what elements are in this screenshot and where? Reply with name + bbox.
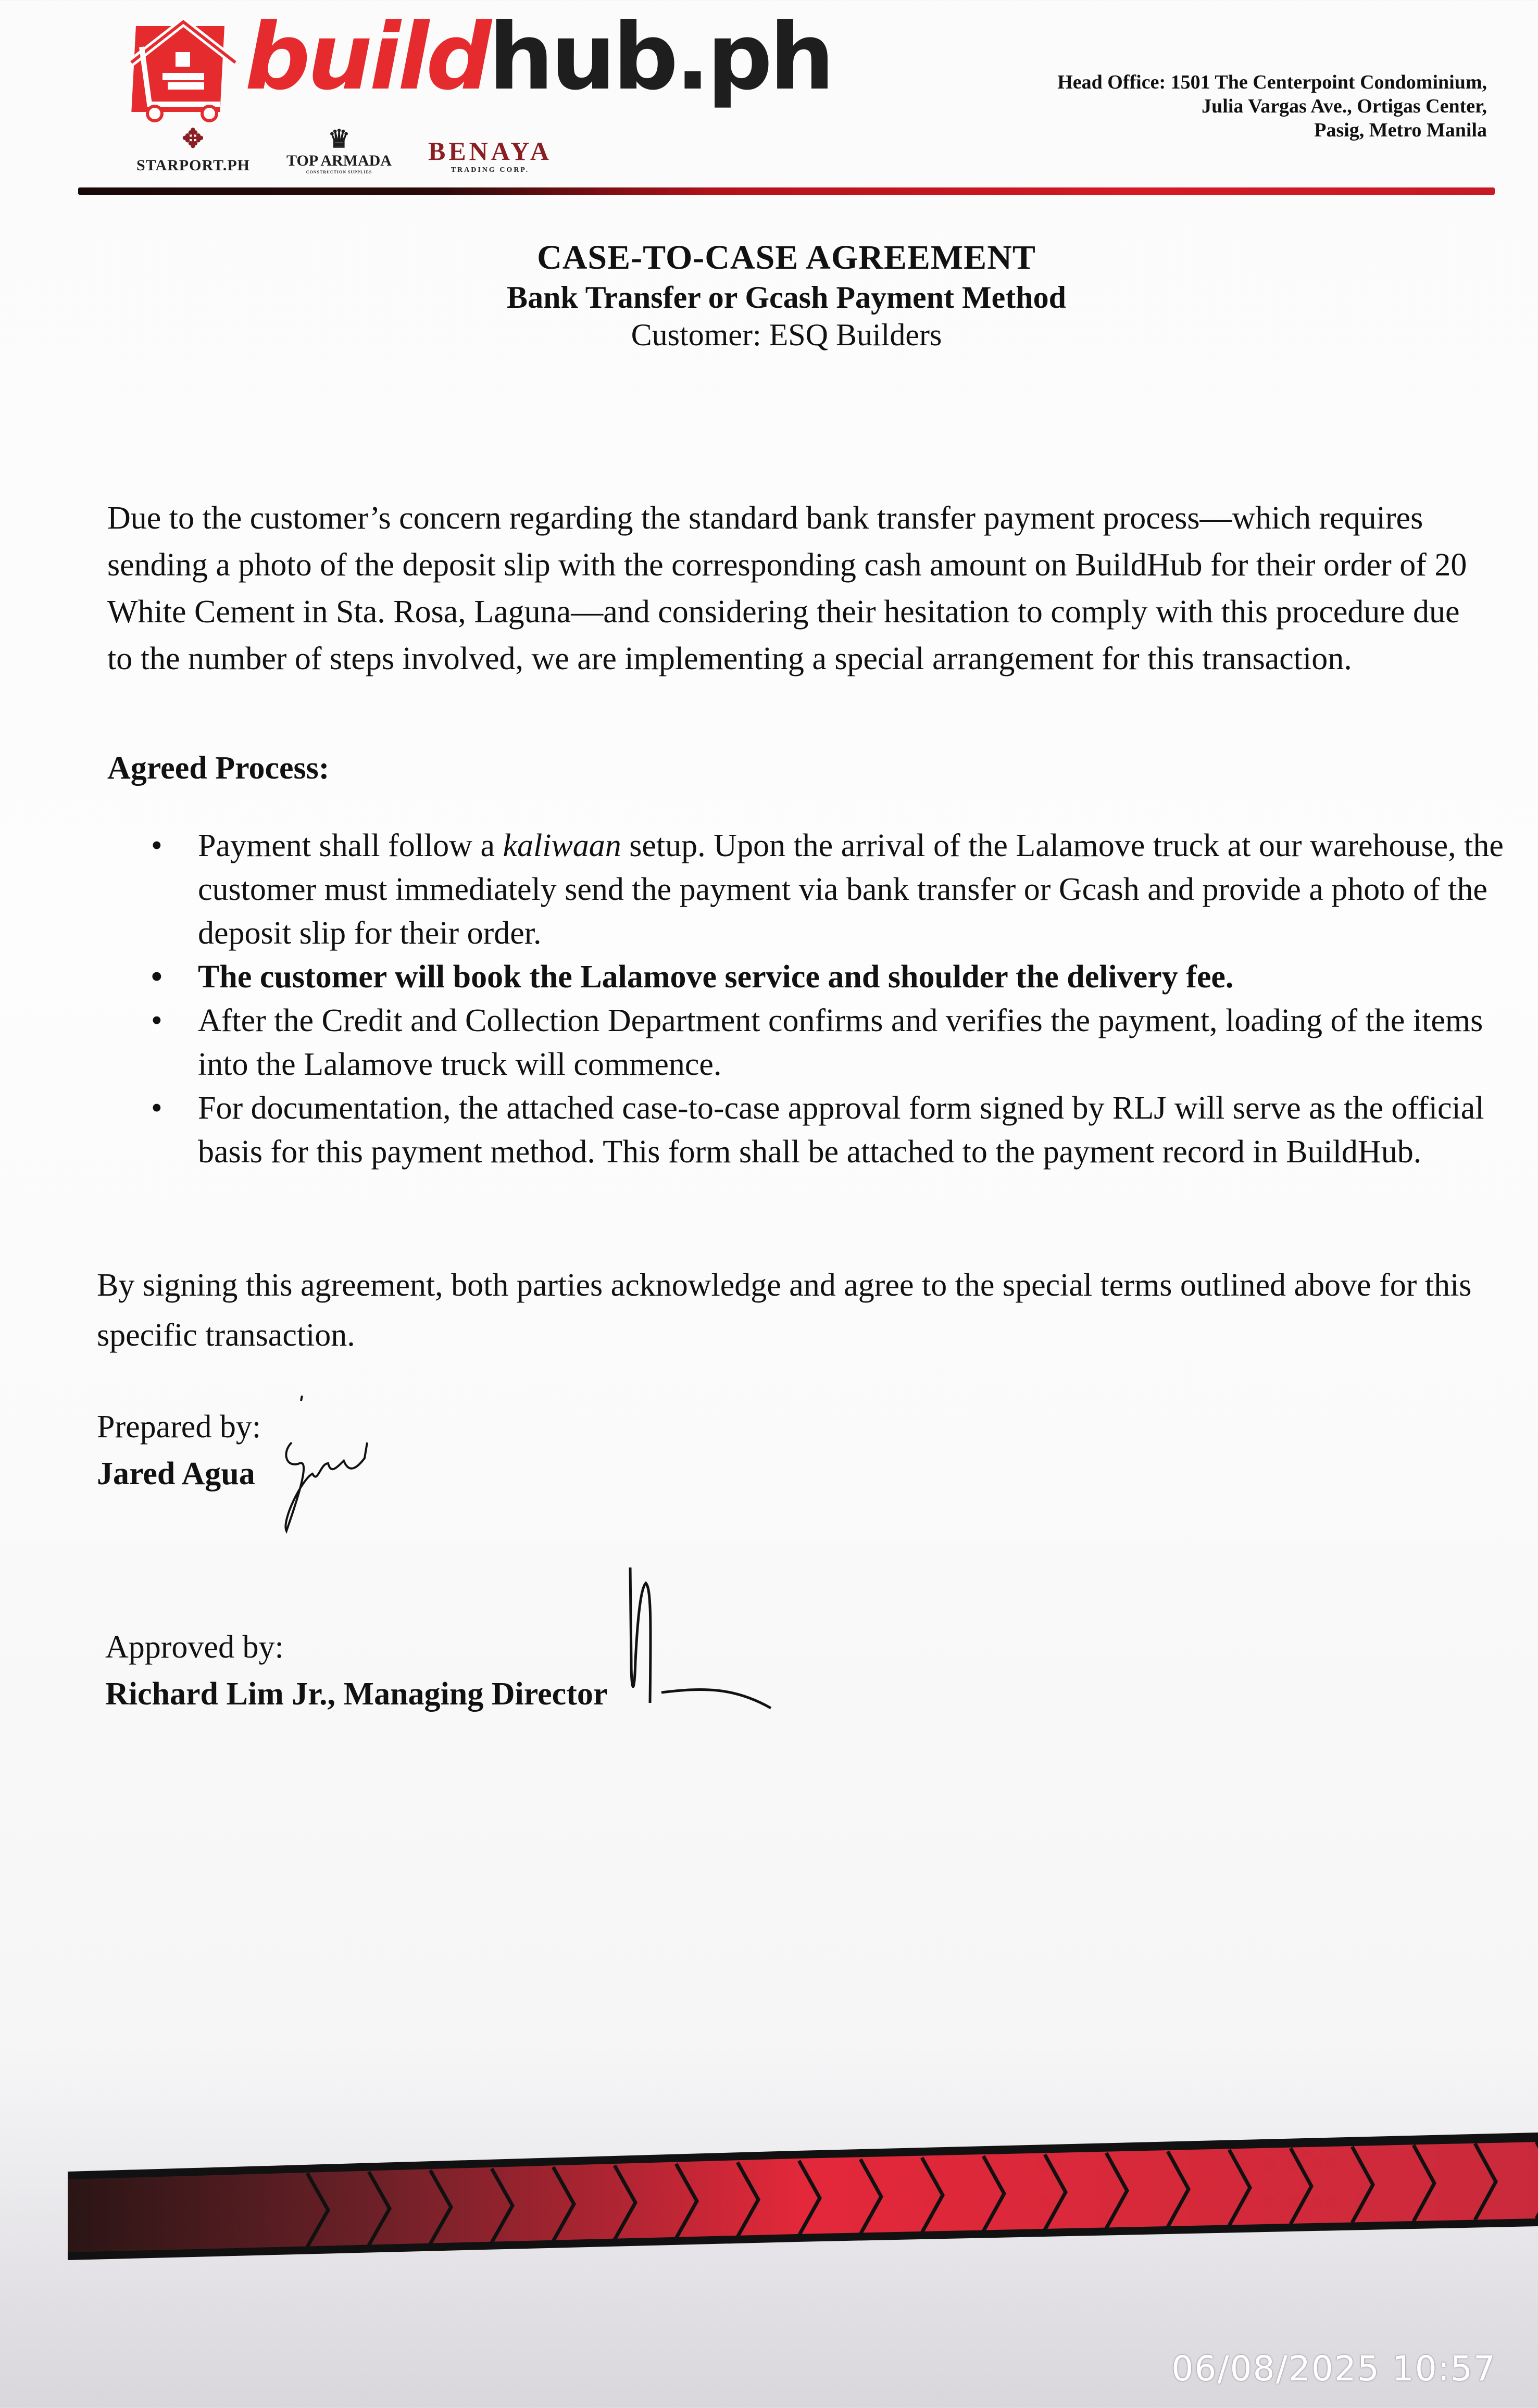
starport-logo: ✥ STARPORT.PH — [136, 124, 251, 174]
closing-paragraph: By signing this agreement, both parties acknowledge and agree to the special terms outlined above for this specific transaction. — [97, 1268, 1472, 1353]
customer-line: Customer: ESQ Builders — [631, 318, 942, 352]
document-title: CASE-TO-CASE AGREEMENT — [537, 239, 1036, 277]
title-block — [0, 237, 1538, 354]
photo-timestamp: 06/08/2025 10:57 — [1171, 2349, 1496, 2389]
partner-logos — [136, 124, 552, 174]
approver-signature — [599, 1557, 797, 1713]
agreed-process-heading: Agreed Process: — [107, 750, 330, 786]
bullet-icon: • — [151, 1003, 162, 1038]
list-item: • After the Credit and Collection Department confirms and verifies the payment, loading of the items into the Lalamove truck will commence. — [141, 999, 1505, 1086]
head-office-address: Head Office: 1501 The Centerpoint Condominium, Julia Vargas Ave., Ortigas Center, Pasig, Metro Manila — [1057, 71, 1487, 141]
bullet-icon: • — [151, 1090, 162, 1126]
benaya-logo: BENAYA TRADING CORP. — [428, 136, 552, 174]
crown-icon: ♛ — [328, 126, 351, 153]
prepared-by-name: Jared Agua — [97, 1456, 255, 1491]
header-divider — [78, 187, 1495, 195]
list-item: • For documentation, the attached case-to-case approval form signed by RLJ will serve as the official basis for this payment method. This form shall be attached to the payment record in BuildHub. — [141, 1086, 1505, 1174]
agreed-process-list — [141, 824, 1505, 1174]
buildhub-cart-house-icon — [121, 16, 245, 125]
bullet-icon: • — [151, 828, 162, 863]
intro-paragraph: Due to the customer’s concern regarding the standard bank transfer payment process—which requires sending a photo of the deposit slip with the corresponding cash amount on BuildHub for their order of 20 White Cement in Sta. Rosa, Laguna—and considering their hesitation to comply with this procedure due to the number of steps involved, we are implementing a special arrangement for this transaction. — [107, 500, 1467, 676]
list-item: • Payment shall follow a kaliwaan setup. Upon the arrival of the Lalamove truck at our warehouse, the customer must immediately send the payment via bank transfer or Gcash and provide a photo of the deposit slip for their order. — [141, 824, 1505, 955]
brand-part-build: build — [245, 4, 489, 110]
brand-part-hub: hub.ph — [488, 4, 832, 110]
prepared-by-label: Prepared by: — [97, 1409, 261, 1445]
approved-by-label: Approved by: — [105, 1629, 284, 1665]
bullet-icon: • — [151, 959, 162, 995]
list-item: • The customer will book the Lalamove service and shoulder the delivery fee. — [141, 955, 1505, 999]
preparer-signature — [271, 1385, 380, 1536]
approved-by-name: Richard Lim Jr., Managing Director — [105, 1676, 608, 1712]
top-armada-logo: ♛ TOP ARMADA CONSTRUCTION SUPPLIES — [286, 126, 392, 174]
document-subtitle: Bank Transfer or Gcash Payment Method — [507, 280, 1066, 315]
starport-emblem-icon: ✥ — [182, 124, 205, 153]
brand-logo — [245, 4, 832, 110]
footer-chevron-band — [68, 2127, 1538, 2263]
